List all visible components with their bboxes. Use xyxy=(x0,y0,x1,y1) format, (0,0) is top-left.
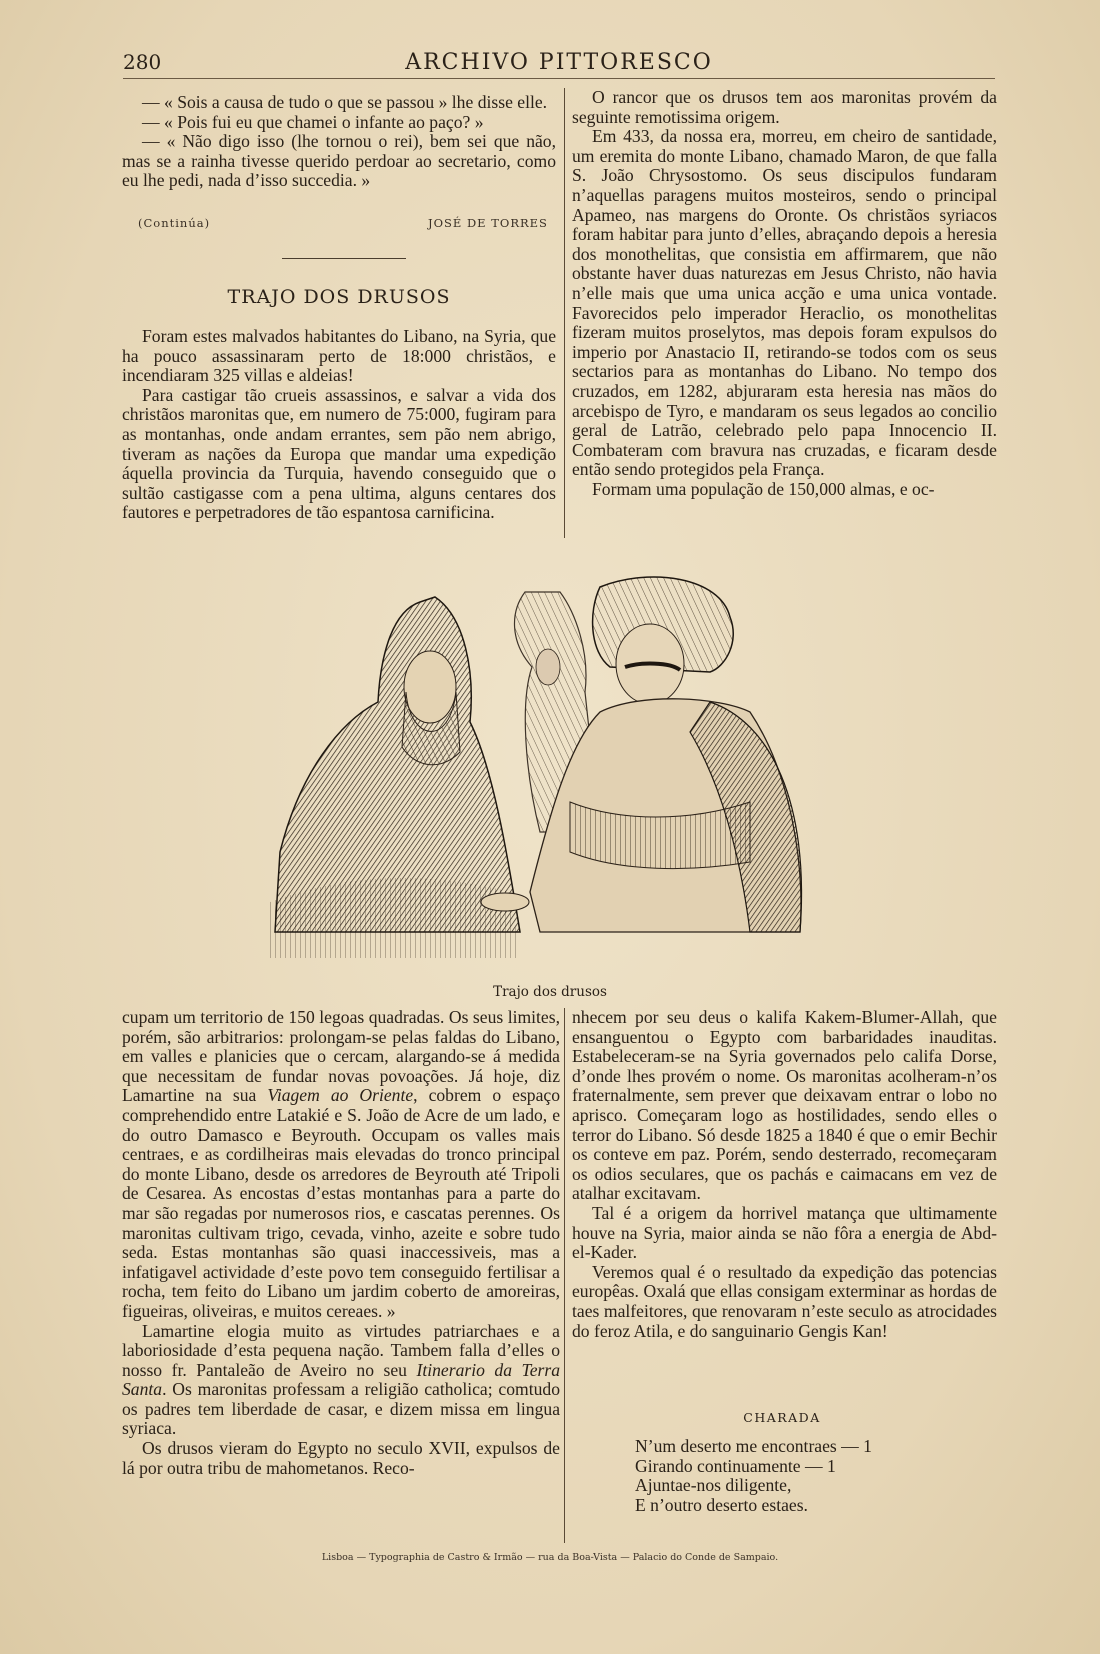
verse-line: Ajuntae-nos diligente, xyxy=(635,1475,792,1496)
article-paragraph: Formam uma população de 150,000 almas, e oc- xyxy=(592,478,935,499)
dialogue-paragraph: — « Não digo isso (lhe tornou o rei), bem sei que não, mas se a rainha tivesse querido perdoar ao secretario, como eu lhe pedi, nada d’isso succedia. » xyxy=(122,131,556,191)
charada-title: CHARADA xyxy=(743,1410,821,1425)
charada-verse xyxy=(635,1437,872,1515)
verse-line: N’um deserto me encontraes — 1 xyxy=(635,1436,872,1456)
column-left-article xyxy=(122,327,556,523)
article-paragraph: cupam um territorio de 150 legoas quadradas. Os seus limites, porém, são arbitrarios: prolongam-se pelas faldas do Libano, em valles e planicies que o cercam, alargando-se á medida que necessitam de fundar novas povoações. Já hoje, diz Lamartine na sua Viagem ao Oriente, cobrem o espaço comprehendido entre Latakié e S. João de Acre de um lado, e do outro Damasco e Beyrouth. Occupam os valles mais centraes, e as cordilheiras mais elevadas do tronco principal do monte Libano, desde os arredores de Beyrouth até Tripoli de Cesarea. As encostas d’estas montanhas para a parte do mar são regadas por numerosos rios, e cascatas perennes. Os maronitas cultivam trigo, cevada, vinho, azeite e sobre tudo seda. Estas montanhas são quasi inaccessiveis, mas a infatigavel actividade d’este povo tem conseguido fertilisar a rocha, tem feito do Libano um jardim coberto de amoreiras, figueiras, oliveiras, e muitos cereaes. » xyxy=(122,1007,561,1321)
section-divider xyxy=(282,258,406,259)
article-paragraph: Os drusos vieram do Egypto no seculo XVII, expulsos de lá por outra tribu de mahometanos. Reco- xyxy=(122,1438,560,1478)
page-header xyxy=(123,48,995,79)
continua-label: (Continúa) xyxy=(138,216,211,230)
article-paragraph: O rancor que os drusos tem aos maronitas provém da seguinte remotissima origem. xyxy=(572,87,997,127)
verse-line: E n’outro deserto estaes. xyxy=(635,1494,808,1515)
article-paragraph: Veremos qual é o resultado da expedição das potencias europêas. Oxalá que ellas consigam exterminar as hordas de taes malfeitores, que renovaram n’este seculo as atrocidades do feroz Atila, e do sanguinario Gengis Kan! xyxy=(572,1261,997,1341)
column-divider xyxy=(564,88,565,538)
book-title: Itinerario da Terra Santa xyxy=(122,1359,560,1400)
publication-title: ARCHIVO PITTORESCO xyxy=(405,50,713,75)
column-left-top xyxy=(122,93,556,191)
section-title: TRAJO DOS DRUSOS xyxy=(227,286,451,308)
column-divider xyxy=(564,1008,565,1543)
author-signature: JOSÉ DE TORRES xyxy=(428,216,548,230)
column-right-bottom xyxy=(572,1008,997,1341)
printer-imprint: Lisboa — Typographia de Castro & Irmão — rua da Boa-Vista — Palacio do Conde de Sampaio. xyxy=(321,1552,779,1563)
druze-costume-engraving xyxy=(270,572,850,958)
illustration-caption: Trajo dos drusos xyxy=(493,984,607,1000)
column-right-top xyxy=(572,88,997,499)
column-left-bottom xyxy=(122,1008,560,1478)
dialogue-paragraph: — « Sois a causa de tudo o que se passou » lhe disse elle. xyxy=(142,92,548,112)
verse-line: Girando continuamente — 1 xyxy=(635,1455,836,1476)
article-paragraph: Tal é a origem da horrivel matança que ultimamente houve na Syria, maior ainda se não fôra a energia de Abd-el-Kader. xyxy=(572,1202,997,1263)
article-paragraph: Lamartine elogia muito as virtudes patriarchaes e a laboriosidade d’esta pequena nação. Tambem falla d’elles o nosso fr. Pantaleão de Aveiro no seu Itinerario da Terra Santa. Os maronitas professam a religião catholica; comtudo os padres tem liberdade de casar, e dizem missa em lingua syriaca. xyxy=(122,1320,560,1439)
article-paragraph: Para castigar tão crueis assassinos, e salvar a vida dos christãos maronitas que, em numero de 75:000, fugiram para as montanhas, onde andam errantes, sem pão nem abrigo, tiveram as nações da Europa que mandar uma expedição áquella provincia da Turquia, havendo conseguido que o sultão castigasse com a pena ultima, alguns centares dos fautores e perpetradores de tão espantosa carnificina. xyxy=(122,384,556,523)
article-paragraph: Em 433, da nossa era, morreu, em cheiro de santidade, um eremita do monte Libano, chamado Maron, de que falla S. João Chrysostomo. Os seus discipulos fundaram n’aquellas paragens muitos mosteiros, sendo o principal Apameo, nas margens do Oronte. Os christãos syriacos foram habitar para junto d’elles, abraçando depois a heresia dos monothelitas, que consistia em affirmarem, que não obstante haver duas naturezas em Jesus Christo, não havia n’elle mais que uma unica acção e uma unica vontade. Favorecidos pelo imperador Heraclio, os monothelitas fizeram muitos proselytos, mas depois foram expulsos do imperio por Anastacio II, retirando-se todos com os seus sectarios para as montanhas do Libano. No tempo dos cruzados, em 1282, abjuraram esta heresia nas mãos do arcebispo de Tyro, e mandaram os seus legados ao concilio geral de Latrão, celebrado pelo papa Innocencio II. Combateram com bravura nas cruzadas, e ficaram desde então sendo protegidos pela França. xyxy=(572,126,997,480)
book-title: Viagem ao Oriente xyxy=(267,1085,414,1106)
dialogue-paragraph: — « Pois fui eu que chamei o infante ao paço? » xyxy=(142,111,484,132)
page-number: 280 xyxy=(123,50,162,74)
article-paragraph: nhecem por seu deus o kalifa Kakem-Blumer-Allah, que ensanguentou o Egypto com barbaridades inauditas. Estabeleceram-se na Syria governados pelo califa Dorse, d’onde lhes provém o nome. Os maronitas acolheram-n’os fraternalmente, sem prever que deixavam entrar o lobo no aprisco. Começaram logo as hostilidades, sendo elles o terror do Libano. Só desde 1825 a 1840 é que o emir Bechir os conteve em paz. Porém, sendo desterrado, recomeçaram os odios seculares, que os pachás e caimacans em vez de atalhar excitavam. xyxy=(572,1007,997,1204)
article-paragraph: Foram estes malvados habitantes do Libano, na Syria, que ha pouco assassinaram perto de 18:000 christãos, e incendiaram 325 villas e aldeias! xyxy=(122,326,556,386)
